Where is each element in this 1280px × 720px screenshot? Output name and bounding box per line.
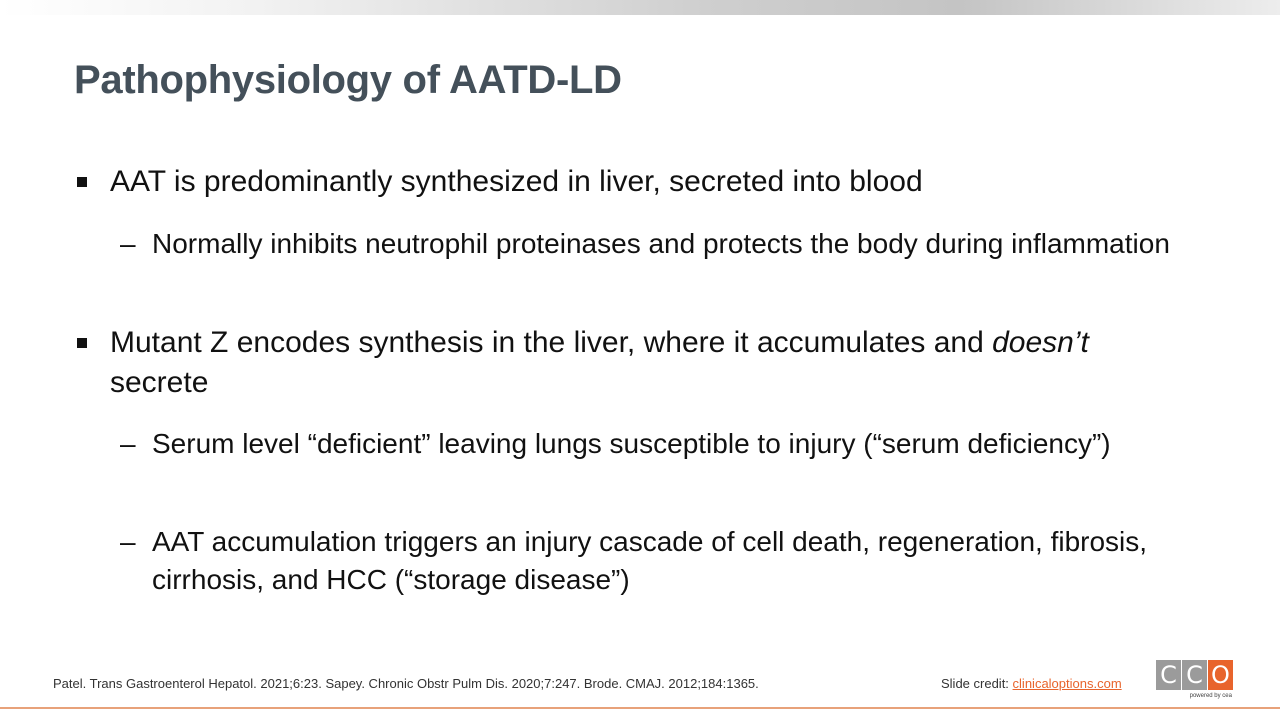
emphasis-text: doesn’t bbox=[992, 326, 1089, 359]
bottom-accent-line bbox=[0, 707, 1280, 709]
bullet-text: AAT is predominantly synthesized in liver, secreted into blood bbox=[110, 165, 923, 198]
cco-logo bbox=[1156, 660, 1234, 706]
sub-bullet-text: Serum level “deficient” leaving lungs susceptible to injury (“serum deficiency”) bbox=[152, 428, 1111, 459]
logo-letter-c1: C bbox=[1156, 660, 1181, 690]
clinicaloptions-link[interactable]: clinicaloptions.com bbox=[1012, 676, 1122, 691]
sub-bullet-text: AAT accumulation triggers an injury cascade of cell death, regeneration, fibrosis, cirrhosis, and HCC (“storage disease”) bbox=[152, 526, 1148, 595]
sub-bullet-text: Normally inhibits neutrophil proteinases and protects the body during inflammation bbox=[152, 228, 1170, 259]
sub-bullet-item bbox=[120, 425, 1192, 463]
footer-references: Patel. Trans Gastroenterol Hepatol. 2021;6:23. Sapey. Chronic Obstr Pulm Dis. 2020;7:247. Brode. CMAJ. 2012;184:1365. bbox=[53, 676, 759, 691]
bullet-item bbox=[110, 323, 1190, 403]
bullet-item bbox=[110, 162, 1190, 202]
logo-subtext: powered by cea bbox=[1189, 693, 1232, 699]
square-bullet-icon bbox=[77, 177, 87, 187]
logo-letter-o: O bbox=[1208, 660, 1233, 690]
sub-bullet-item bbox=[120, 523, 1192, 599]
slide-credit bbox=[941, 676, 1122, 691]
dash-bullet-icon: – bbox=[120, 526, 136, 557]
bullet-text: Mutant Z encodes synthesis in the liver, where it accumulates and doesn’t secrete bbox=[110, 326, 1089, 399]
dash-bullet-icon: – bbox=[120, 428, 136, 459]
sub-bullet-item bbox=[120, 225, 1192, 263]
logo-letter-c2: C bbox=[1182, 660, 1207, 690]
square-bullet-icon bbox=[77, 338, 87, 348]
slide-credit-label: Slide credit: bbox=[941, 676, 1013, 691]
slide-title: Pathophysiology of AATD-LD bbox=[74, 58, 622, 102]
dash-bullet-icon: – bbox=[120, 228, 136, 259]
